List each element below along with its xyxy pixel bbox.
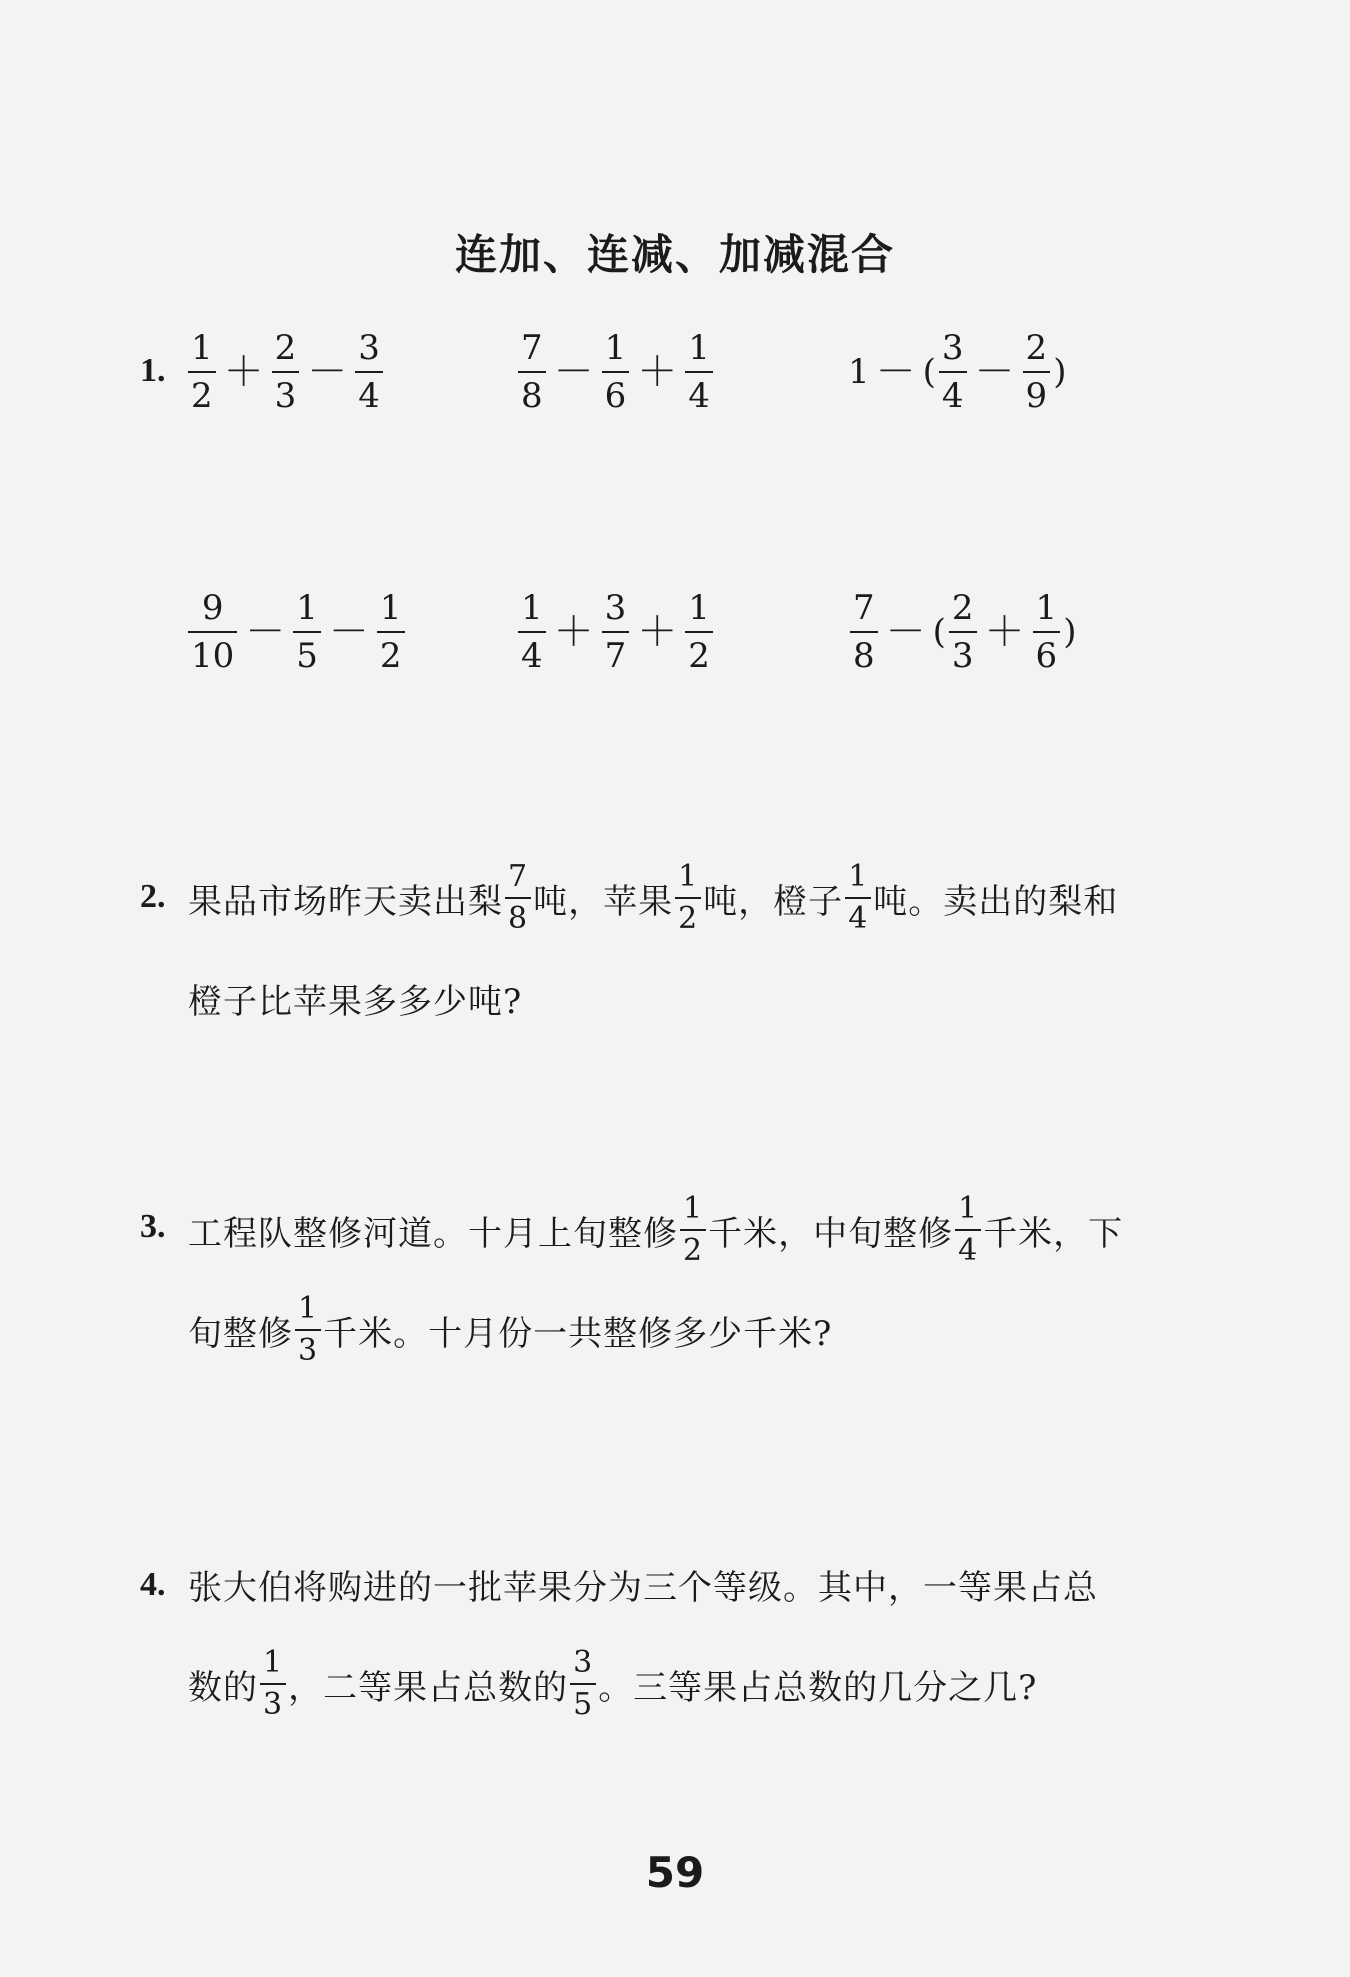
fraction-bar: [188, 371, 216, 373]
denominator: 2: [688, 636, 710, 676]
problem-line: [188, 1280, 1218, 1380]
denominator: 8: [853, 636, 875, 676]
numerator: 3: [358, 328, 380, 368]
operator: ＋: [223, 349, 264, 395]
fraction: [188, 328, 216, 416]
denominator: 6: [604, 376, 627, 416]
q1-expr-6: [848, 572, 1077, 692]
fraction: [949, 588, 977, 676]
numerator: 2: [1025, 328, 1048, 368]
problem-line: [188, 1180, 1218, 1280]
numerator: 7: [853, 588, 875, 628]
text-run: 橙子比苹果多多少吨?: [188, 981, 523, 1022]
problem-line: [188, 848, 1218, 948]
numerator: 7: [508, 859, 529, 894]
denominator: 2: [678, 901, 699, 936]
q1-number: 1.: [140, 352, 166, 389]
numerator: 1: [678, 859, 699, 894]
operator: －: [875, 349, 916, 395]
numerator: 9: [201, 588, 224, 628]
q2-text: [188, 848, 1218, 1048]
fraction: [272, 328, 300, 416]
fraction-bar: [295, 1329, 321, 1331]
text-run: 千米。十月份一共整修多少千米?: [323, 1313, 833, 1354]
operator: －: [307, 349, 348, 395]
q1-expr-4: [186, 572, 407, 692]
denominator: 4: [958, 1233, 979, 1268]
denominator: 5: [296, 636, 318, 676]
denominator: 8: [521, 376, 543, 416]
numerator: 1: [688, 588, 710, 628]
numerator: 1: [958, 1191, 979, 1226]
q3-number: 3.: [140, 1208, 166, 1245]
numerator: 1: [688, 328, 710, 368]
numerator: 2: [274, 328, 297, 368]
numerator: 1: [604, 328, 627, 368]
fraction-bar: [685, 631, 713, 633]
operator: －: [974, 349, 1015, 395]
numerator: 1: [848, 859, 869, 894]
numerator: 1: [298, 1291, 319, 1326]
fraction-bar: [1023, 371, 1051, 373]
text-run: 千米，下: [983, 1213, 1124, 1254]
fraction: [602, 328, 630, 416]
fraction: [355, 328, 383, 416]
fraction-bar: [685, 371, 713, 373]
denominator: 3: [951, 636, 974, 676]
numerator: 2: [951, 588, 974, 628]
text-run: 千米，中旬整修: [708, 1213, 954, 1254]
fraction: [939, 328, 967, 416]
denominator: 2: [191, 376, 213, 416]
operator: －: [328, 609, 369, 655]
numerator: 1: [263, 1645, 284, 1680]
fraction: [675, 859, 701, 936]
numerator: 1: [521, 588, 543, 628]
numerator: 1: [683, 1191, 704, 1226]
q1-row-1: [0, 312, 1350, 432]
fraction: [518, 588, 546, 676]
fraction: [602, 588, 630, 676]
fraction: [377, 588, 405, 676]
numerator: 1: [296, 588, 318, 628]
numerator: 7: [521, 328, 543, 368]
q1-expr-1: [186, 312, 385, 432]
operator: ＋: [553, 609, 594, 655]
problem-line: [188, 1634, 1218, 1734]
fraction: [685, 328, 713, 416]
fraction: [570, 1645, 596, 1722]
q4-text: [188, 1534, 1218, 1734]
parenthesis: (: [932, 612, 946, 652]
numerator: 3: [573, 1645, 594, 1680]
parenthesis: ): [1053, 352, 1067, 392]
fraction-bar: [1033, 631, 1061, 633]
fraction: [295, 1291, 321, 1368]
q1-expr-2: [516, 312, 715, 432]
numerator: 1: [379, 588, 402, 628]
q2-number: 2.: [140, 878, 166, 915]
denominator: 4: [358, 376, 380, 416]
text-run: 张大伯将购进的一批苹果分为三个等级。其中，一等果占总: [188, 1567, 1098, 1608]
denominator: 2: [683, 1233, 704, 1268]
text-run: 。三等果占总数的几分之几?: [598, 1667, 1038, 1708]
fraction-bar: [955, 1229, 981, 1231]
fraction: [505, 859, 531, 936]
fraction: [188, 588, 237, 676]
numerator: 1: [191, 328, 213, 368]
q1-expr-3: [848, 312, 1067, 432]
fraction-bar: [939, 371, 967, 373]
operator: ＋: [637, 349, 678, 395]
fraction-bar: [850, 631, 878, 633]
operator: ＋: [984, 609, 1025, 655]
fraction-bar: [602, 371, 630, 373]
denominator: 2: [379, 636, 402, 676]
fraction: [518, 328, 546, 416]
fraction-bar: [675, 897, 701, 899]
denominator: 9: [1025, 376, 1048, 416]
fraction: [845, 859, 871, 936]
denominator: 8: [508, 901, 529, 936]
page-title: 连加、连减、加减混合: [454, 230, 895, 279]
q3-text: [188, 1180, 1218, 1380]
numerator: 3: [941, 328, 964, 368]
fraction-bar: [949, 631, 977, 633]
operator: －: [553, 349, 594, 395]
q1-expr-5: [516, 572, 715, 692]
denominator: 4: [941, 376, 964, 416]
text-run: 果品市场昨天卖出梨: [188, 881, 503, 922]
fraction: [293, 588, 321, 676]
fraction: [1023, 328, 1051, 416]
text-run: 吨，苹果: [533, 881, 674, 922]
operator: －: [885, 609, 926, 655]
denominator: 3: [263, 1687, 284, 1722]
fraction-bar: [845, 897, 871, 899]
fraction-bar: [188, 631, 237, 633]
text-run: 吨。卖出的梨和: [873, 881, 1119, 922]
denominator: 7: [604, 636, 627, 676]
problem-line: [188, 1534, 1218, 1634]
q4-number: 4.: [140, 1566, 166, 1603]
denominator: 6: [1035, 636, 1058, 676]
text-run: 吨，橙子: [703, 881, 844, 922]
text-run: 工程队整修河道。十月上旬整修: [188, 1213, 678, 1254]
fraction-bar: [518, 371, 546, 373]
denominator: 3: [274, 376, 297, 416]
fraction: [680, 1191, 706, 1268]
fraction-bar: [505, 897, 531, 899]
numerator: 3: [604, 588, 627, 628]
fraction-bar: [570, 1683, 596, 1685]
operator: ＋: [637, 609, 678, 655]
fraction-bar: [260, 1683, 286, 1685]
numerator: 1: [1035, 588, 1058, 628]
text-run: 数的: [188, 1667, 258, 1708]
denominator: 10: [191, 636, 235, 676]
denominator: 3: [298, 1333, 319, 1368]
fraction-bar: [602, 631, 630, 633]
denominator: 4: [521, 636, 543, 676]
fraction-bar: [355, 371, 383, 373]
page-number: 59: [645, 1848, 705, 1897]
text-run: 1: [848, 352, 870, 392]
parenthesis: ): [1063, 612, 1077, 652]
text-run: 旬整修: [188, 1313, 293, 1354]
fraction-bar: [377, 631, 405, 633]
q1-row-2: [0, 572, 1350, 692]
denominator: 4: [848, 901, 869, 936]
text-run: ，二等果占总数的: [288, 1667, 569, 1708]
fraction: [685, 588, 713, 676]
fraction: [850, 588, 878, 676]
parenthesis: (: [922, 352, 936, 392]
operator: －: [245, 609, 286, 655]
denominator: 4: [688, 376, 710, 416]
fraction-bar: [518, 631, 546, 633]
fraction: [955, 1191, 981, 1268]
fraction: [1033, 588, 1061, 676]
problem-line: [188, 948, 1218, 1048]
fraction-bar: [272, 371, 300, 373]
fraction-bar: [680, 1229, 706, 1231]
denominator: 5: [573, 1687, 594, 1722]
fraction: [260, 1645, 286, 1722]
fraction-bar: [293, 631, 321, 633]
